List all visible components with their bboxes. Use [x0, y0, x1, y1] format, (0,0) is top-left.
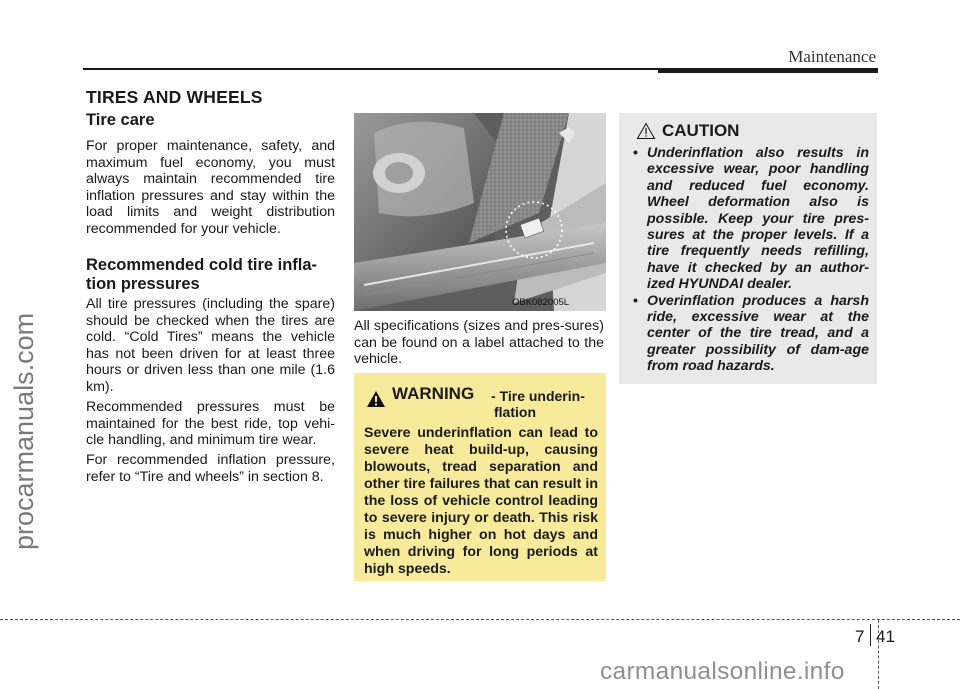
warning-subtitle-b: flation	[494, 404, 536, 420]
caution-item-text: Underinflation also results in excessive wear, poor handling and reduced fuel economy. Wheel deformation also is possible. Keep your tire pres-sures at the proper levels. If a tire frequently needs refilling, have it checked by an author-ized HYUNDAI dealer.	[647, 145, 869, 293]
paragraph-specifications: All specifications (sizes and pres-sures) can be found on a label attached to the vehicle.	[354, 318, 604, 368]
page-title: TIRES AND WHEELS	[86, 87, 263, 107]
photo-code: OBK082005L	[512, 297, 570, 308]
warning-subtitle-a: - Tire underin-	[491, 388, 585, 404]
side-watermark	[6, 150, 42, 550]
paragraph-maintain-pressures: Recommended pressures must be maintained for the best ride, top vehi-cle handling, and minimum tire wear.	[86, 399, 335, 449]
page-number: 41	[876, 627, 895, 646]
site-watermark: carmanualsonline.info	[600, 658, 845, 685]
warning-word: WARNING	[392, 384, 475, 403]
caution-box	[619, 113, 877, 384]
warning-body: Severe underinflation can lead to severe heat build-up, causing blowouts, tread separation and other tire failures that can result in the loss of vehicle control leading to severe injury or death. This risk is much higher on hot days and when driving for long periods at high speeds.	[364, 425, 598, 577]
footer-rule	[0, 619, 960, 621]
caution-item: • Underinflation also results in excessive wear, poor handling and reduced fuel economy. Wheel deformation also is possible. Keep your tire pres-sures at the proper levels. If a tire frequently needs refilling, have it checked by an author-ized HYUNDAI dealer.	[633, 145, 869, 293]
warning-triangle-icon	[366, 390, 386, 408]
caution-item-text: Overinflation produces a harsh ride, excessive wear at the center of the tire tread, and a greater possibility of dam-age from road hazards.	[647, 292, 869, 375]
side-watermark-text: procarmanuals.com	[9, 312, 39, 550]
paragraph-refer-section: For recommended inflation pressure, refer to “Tire and wheels” in section 8.	[86, 452, 335, 485]
door-sill-tire-label-photo	[354, 113, 606, 311]
page-number-separator	[870, 624, 871, 646]
paragraph-cold-tires: All tire pressures (including the spare) should be checked when the tires are cold. “Cold Tires” means the vehicle has not been driven for at least three hours or driven less than one mile (1.6 km).	[86, 296, 335, 395]
warning-box	[354, 373, 606, 581]
heading-tire-care: Tire care	[86, 111, 155, 129]
heading-recommended-pressures: Recommended cold tire infla-tion pressures	[86, 256, 318, 293]
chapter-number: 7	[855, 627, 865, 646]
caution-triangle-icon	[636, 122, 656, 140]
paragraph-tire-care: For proper maintenance, safety, and maximum fuel economy, you must always maintain recommended tire inflation pressures and stay within the load limits and weight distribution recommended for your vehicle.	[86, 138, 335, 237]
caution-word: CAUTION	[662, 121, 740, 140]
caution-list	[629, 145, 869, 375]
caution-item: • Overinflation produces a harsh ride, excessive wear at the center of the tire tread, and a greater possibility of dam-age from road hazards.	[633, 292, 869, 375]
header-rule	[83, 68, 878, 73]
section-name: Maintenance	[788, 47, 876, 66]
